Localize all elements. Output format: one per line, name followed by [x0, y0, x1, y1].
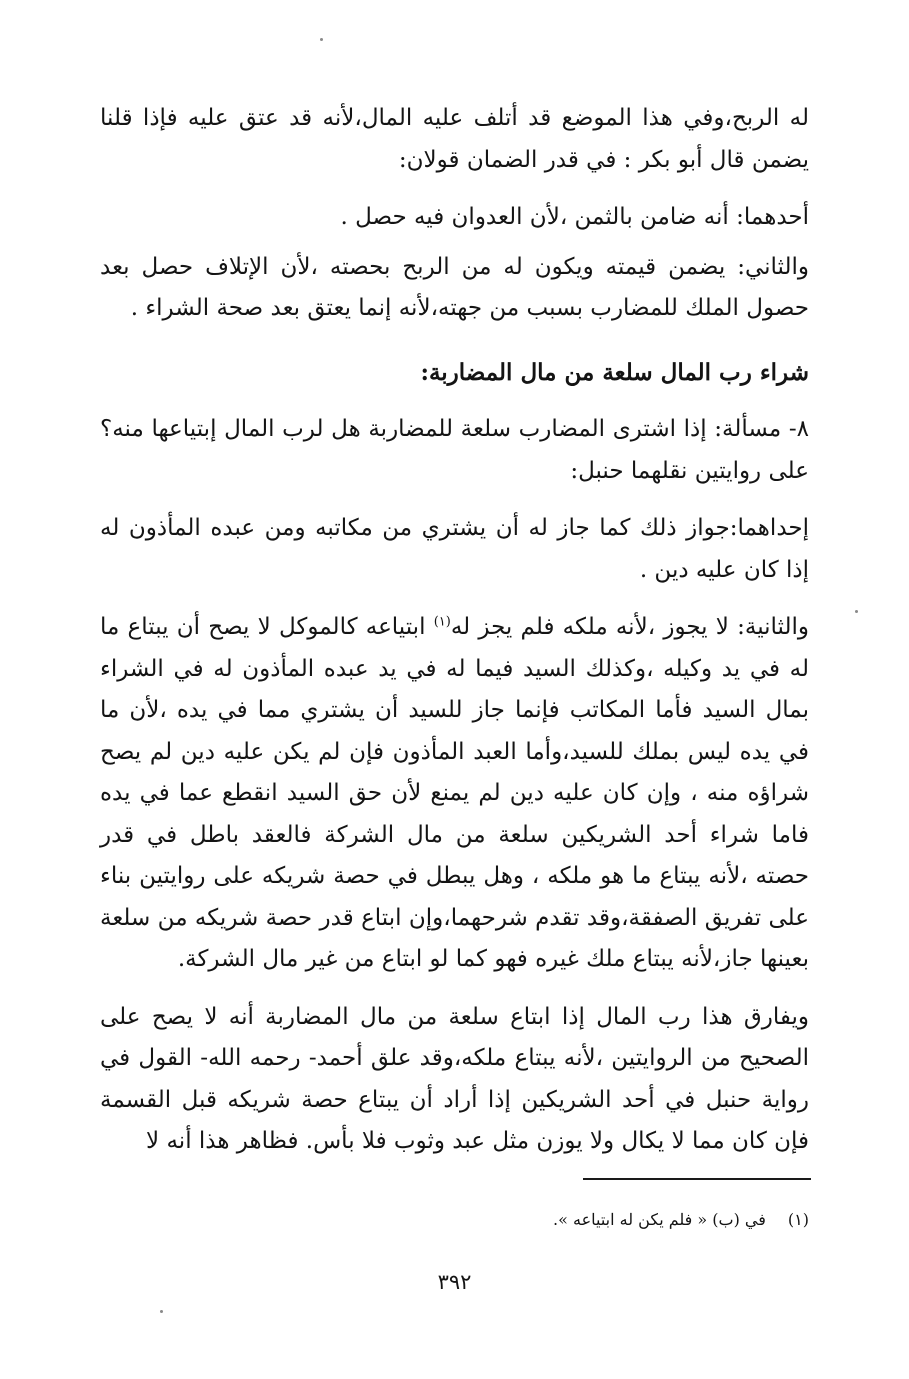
scan-speck — [320, 38, 323, 41]
main-text-block — [100, 98, 809, 1179]
paragraph-2: أحدهما: أنه ضامن بالثمن ،لأن العدوان فيه حصل . — [340, 204, 809, 230]
scan-speck — [160, 1310, 163, 1313]
section-heading: شراء رب المال سلعة من مال المضاربة: — [420, 358, 809, 386]
paragraph-5: إحداهما:جواز ذلك كما جاز له أن يشتري من مكاتبه ومن عبده المأذون له إذا كان عليه دين . — [100, 515, 809, 583]
footnote-text: في (ب) « فلم يكن له ابتياعه ». — [553, 1210, 766, 1229]
paragraph-6 — [100, 607, 809, 981]
paragraph-4: ٨- مسألة: إذا اشترى المضارب سلعة للمضاربة هل لرب المال إبتياعها منه؟ على روايتين نقلهما حنبل: — [100, 416, 809, 484]
page-number: ٣٩٢ — [437, 1270, 472, 1294]
paragraph-1: له الربح،وفي هذا الموضع قد أتلف عليه المال،لأنه قد عتق عليه فإذا قلنا يضمن قال أبو بكر : في قدر الضمان قولان: — [100, 105, 809, 173]
footnote-number: (١) — [787, 1210, 809, 1229]
footnote-marker: (١) — [433, 614, 451, 630]
footnote-separator — [583, 1178, 811, 1180]
paragraph-3: والثاني: يضمن قيمته ويكون له من الربح بحصته ،لأن الإتلاف حصل بعد حصول الملك للمضارب بسبب من جهته،لأنه إنما يعتق بعد صحة الشراء . — [100, 253, 809, 321]
paragraph-7: ويفارق هذا رب المال إذا ابتاع سلعة من مال المضاربة أنه لا يصح على الصحيح من الروايتين ،لأنه يبتاع ملكه،وقد علق أحمد- رحمه الله- القول في رواية حنبل في أحد الشريكين إذا أراد أن يبتاع حصة شريكه قبل القسمة فإن كان مما لا يكال ولا يوزن مثل عبد وثوب فلا بأس. فظاهر هذا أنه لا — [100, 1003, 809, 1154]
footnote — [553, 1210, 809, 1230]
paragraph-6-part-1: والثانية: لا يجوز ،لأنه ملكه فلم يجز له — [450, 614, 809, 640]
paragraph-6-part-2: ابتياعه كالموكل لا يصح أن يبتاع ما له في يد وكيله ،وكذلك السيد فيما له في يد عبده المأذون له في الشراء بمال السيد فأما المكاتب فإنما جاز للسيد أن يشتري مما في يده ،لأن ما في يده ليس بملك للسيد،وأما العبد المأذون فإن لم يكن عليه دين لم يصح شراؤه منه ، وإن كان عليه دين لم يمنع لأن حق السيد انقطع عما في يده فاما شراء أحد الشريكين سلعة من مال الشركة فالعقد باطل في قدر حصته ،لأنه يبتاع ما هو ملكه ، وهل يبطل في حصة شريكه على روايتين بناء على تفريق الصفقة،وقد تقدم شرحهما،وإن ابتاع قدر حصة شريكه من سلعة بعينها جاز،لأنه يبتاع ملك غيره فهو كما لو ابتاع من غير مال الشركة. — [100, 614, 809, 972]
scan-speck — [855, 610, 858, 613]
